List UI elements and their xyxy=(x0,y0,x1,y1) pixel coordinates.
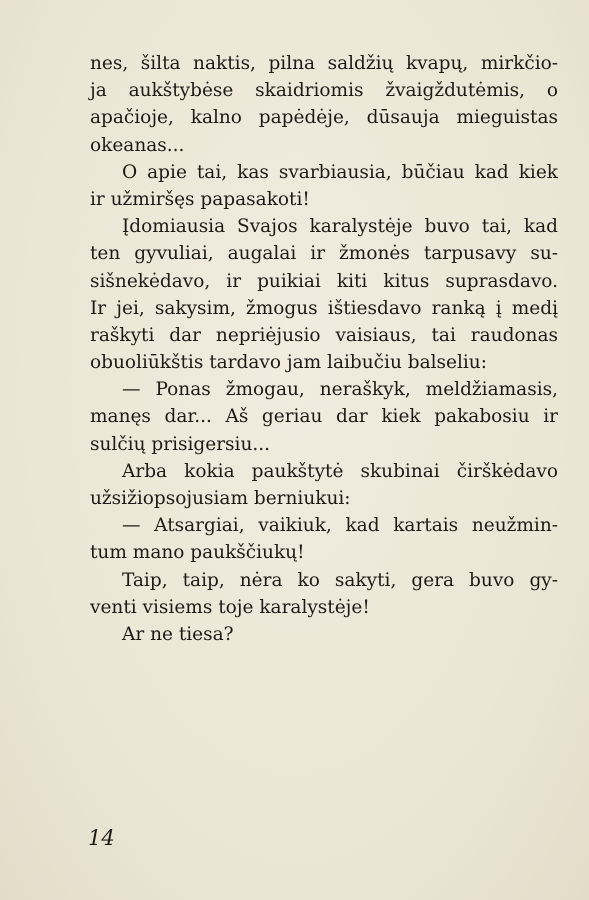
text-line: manęs dar... Aš geriau dar kiek pakabosiu ir xyxy=(90,406,558,428)
text-line: — Ponas žmogau, neraškyk, meldžiamasis, xyxy=(122,379,558,401)
text-line: okeanas... xyxy=(90,134,185,156)
body-text xyxy=(90,50,558,648)
text-line: venti visiems toje karalystėje! xyxy=(90,596,370,618)
text-line: — Atsargiai, vaikiuk, kad kartais neužmin- xyxy=(122,515,558,537)
text-line: Ir jei, sakysim, žmogus ištiesdavo ranką į medį xyxy=(90,297,558,319)
text-line: obuoliūkštis tardavo jam laibučiu balseliu: xyxy=(90,352,487,374)
text-line: sišnekėdavo, ir puikiai kiti kitus suprasdavo. xyxy=(90,270,558,292)
text-line: užsižiopsojusiam berniukui: xyxy=(90,488,351,509)
text-line: ja aukštybėse skaidriomis žvaigždutėmis, o xyxy=(90,80,558,102)
text-line: O apie tai, kas svarbiausia, būčiau kad kiek xyxy=(122,161,558,183)
text-line: Taip, taip, nėra ko sakyti, gera buvo gy- xyxy=(122,569,558,591)
text-line: nes, šilta naktis, pilna saldžių kvapų, mirkčio- xyxy=(90,53,558,74)
text-line: ir užmiršęs papasakoti! xyxy=(90,188,310,210)
text-line: apačioje, kalno papėdėje, dūsauja mieguistas xyxy=(90,107,558,129)
text-line: sulčių prisigersiu... xyxy=(90,433,271,455)
text-line: Įdomiausia Svajos karalystėje buvo tai, kad xyxy=(122,216,558,238)
text-line: Arba kokia paukštytė skubinai čirškėdavo xyxy=(122,460,558,482)
text-line: Ar ne tiesa? xyxy=(122,623,234,645)
page-number: 14 xyxy=(88,826,115,850)
text-line: ten gyvuliai, augalai ir žmonės tarpusavy su- xyxy=(90,243,558,265)
text-line: raškyti dar nepriėjusio vaisiaus, tai raudonas xyxy=(90,324,558,346)
text-line: tum mano paukščiukų! xyxy=(90,542,305,564)
